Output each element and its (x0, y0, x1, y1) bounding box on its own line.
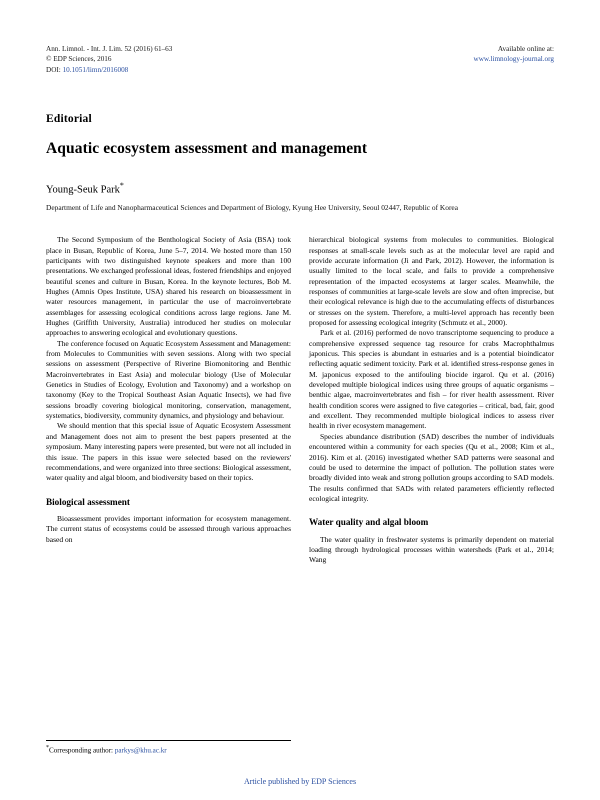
doi-link[interactable]: 10.1051/limn/2016008 (62, 65, 129, 74)
journal-url-link[interactable]: www.limnology-journal.org (473, 55, 554, 64)
doi-line (46, 65, 341, 75)
body-columns (46, 235, 554, 565)
section-heading-biological-assessment: Biological assessment (46, 496, 130, 507)
section-heading-water-quality: Water quality and algal bloom (309, 517, 429, 528)
copyright-line: © EDP Sciences, 2016 (46, 55, 112, 64)
available-online-label: Available online at: (497, 45, 554, 53)
footnote-corresponding-author (46, 740, 291, 754)
paragraph: The water quality in freshwater systems is primarily dependent on material loading through hydrological processes within watersheds (Park et al., 2014; Wang (309, 534, 554, 565)
author-name (46, 181, 554, 196)
paragraph: Park et al. (2016) performed de novo transcriptome sequencing to produce a comprehensive expressed sequence tag resource for crabs Macrophthalmus japonicus. This species is abundant in estuaries and is a potential bioindicator reflecting aquatic sediment toxicity. Park et al. identified stress-response genes in M. japonicus exposed to the antifouling biocide irgarol. Qu et al. (2016) developed multiple biological indices using three groups of aquatic organisms – benthic algae, macroinvertebrates and fish – for river health assessment. River health condition scores were assigned to five categories – critical, bad, fair, good and excellent. They recommended multiple biological indices to assess river health in river ecosystem management. (309, 328, 554, 431)
journal-citation: Ann. Limnol. - Int. J. Lim. 52 (2016) 61–63 (46, 45, 173, 53)
publisher-banner-label: Article published by EDP Sciences (243, 777, 357, 786)
paragraph: The Second Symposium of the Benthological Society of Asia (BSA) took place in Busan, Republic of Korea, June 5–7, 2014. We hosted more than 150 participants with two distinguished keynote speakers and more than 100 presentations. We exchanged professional ideas, fostered friendships and enjoyed beautiful scenes and culture in Busan, Korea. In the keynote lectures, Bob M. Hughes (Amnis Opes Institute, USA) shared his research on bioassessment in water resources management, in particular the use of macroinvertebrate assemblages for assessing ecological conditions across large regions. Jane M. Hughes (Griffith University, Australia) introduced her studies on molecular approaches to answering ecological and evolutionary questions. (46, 235, 291, 338)
paragraph: Species abundance distribution (SAD) describes the number of individuals encountered within a community for each species (Qu et al., 2008; Kim et al., 2016). Kim et al. (2016) investigated whether SAD patterns were seasonal and could be used to determine the impact of pollution. The pollution states were broadly divided into weak and strong pollution groups according to SAD models. The results confirmed that SADs with related parameters efficiently reflected ecological integrity. (309, 431, 554, 503)
masthead (46, 44, 554, 75)
masthead-left (46, 44, 341, 75)
author-corresponding-marker: * (119, 180, 124, 190)
affiliation: Department of Life and Nanopharmaceutical Sciences and Department of Biology, Kyung Hee University, Seoul 02447, Republic of Korea (46, 203, 458, 213)
masthead-right (351, 44, 554, 65)
footnote-text: Corresponding author: (49, 746, 115, 754)
footnote-marker: * (46, 744, 49, 751)
author-label: Young-Seuk Park (46, 184, 120, 196)
footnote-email-link[interactable]: parkys@khu.ac.kr (114, 746, 167, 754)
doi-label: DOI: (46, 65, 63, 74)
publisher-banner[interactable] (0, 777, 600, 786)
page-title: Aquatic ecosystem assessment and management (46, 140, 368, 158)
left-column (46, 235, 291, 565)
paragraph: hierarchical biological systems from molecules to communities. Biological responses at small-scale levels such as at the molecular level are rapid and provide accurate information (Ji and Park, 2012). However, the information is usually limited to the local scale, and fails to provide a comprehensive representation of the impacted ecosystems at larger scales. Meanwhile, the responses of communities at large-scale levels are slow and often imprecise, but their ecological relevance is high due to the accumulating effects of disturbances or stresses on the system. Therefore, a multi-level approach has recently been proposed for assessing ecological integrity (Schmutz et al., 2000). (309, 235, 554, 328)
paragraph: We should mention that this special issue of Aquatic Ecosystem Assessment and Management does not aim to present the best papers presented at the symposium. Many interesting papers were presented, but were not all included in this issue. The papers in this issue were selected based on the reviewers' recommendations, and were organized into three sections: Biological assessment, water quality and algal bloom, and biodiversity based on their topics. (46, 421, 291, 483)
paragraph: The conference focused on Aquatic Ecosystem Assessment and Management: from Molecules to Communities with seven sessions. Along with two special sessions on assessment (Perspective of Riverine Biomonitoring and Benthic Macroinvertebrates in East Asia) and molecular biology (Use of Molecular Genetics in Studies of Ecology, Evolution and Taxonomy) and a workshop on taxonomy (Key to the Tropical Southeast Asian Aquatic Insects), we had five sessions broadly covering biological monitoring, conservation, management, systematics, biodiversity, community dynamics, and physiology and behaviour. (46, 338, 291, 421)
right-column (309, 235, 554, 565)
paragraph: Bioassessment provides important information for ecosystem management. The current status of ecosystems could be assessed through various approaches based on (46, 514, 291, 544)
article-type-label: Editorial (46, 113, 92, 126)
